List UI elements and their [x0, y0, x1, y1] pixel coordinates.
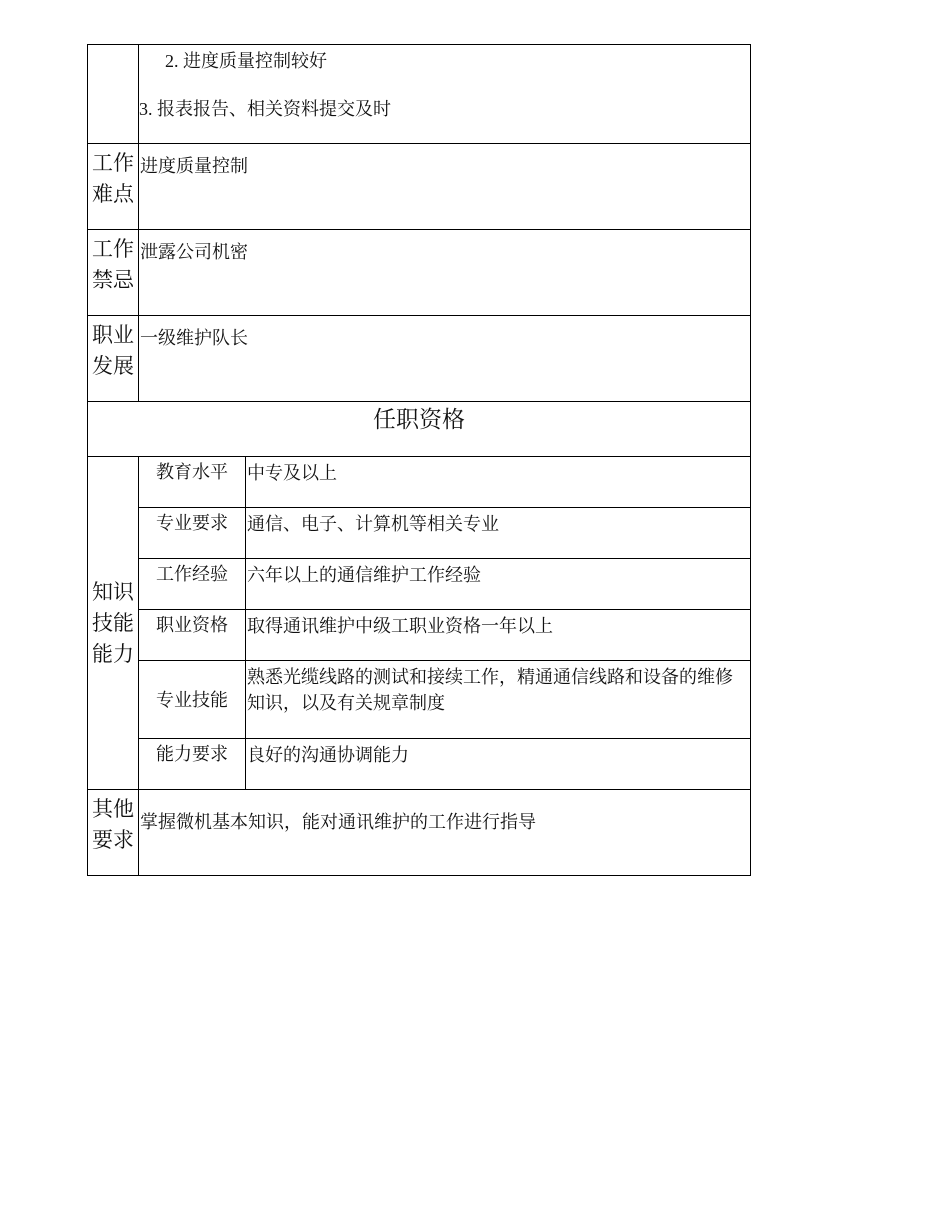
- difficulty-label-cell: [88, 144, 139, 230]
- qualification-label: 能力要求: [156, 744, 228, 764]
- duties-continued-row: [88, 45, 751, 144]
- qualification-value-cell: [246, 610, 751, 661]
- career-row: [88, 316, 751, 402]
- qualification-label-cell: [139, 610, 246, 661]
- group-label-cell: [88, 457, 139, 790]
- qualification-value: 中专及以上: [247, 463, 337, 483]
- qualification-value: 熟悉光缆线路的测试和接续工作，精通通信线路和设备的维修知识，以及有关规章制度: [247, 667, 733, 713]
- career-label: 职业发展: [92, 323, 134, 378]
- qualification-label: 专业技能: [156, 689, 228, 710]
- section-title: 任职资格: [373, 407, 465, 432]
- career-value-cell: [139, 316, 751, 402]
- qualification-row: [88, 559, 751, 610]
- qualification-row: [88, 508, 751, 559]
- duty-item-2: 2. 进度质量控制较好: [165, 51, 327, 71]
- qualification-label-cell: [139, 661, 246, 739]
- other-label-cell: [88, 790, 139, 876]
- difficulty-value: 进度质量控制: [140, 156, 248, 176]
- taboo-label: 工作禁忌: [92, 237, 134, 292]
- taboo-row: [88, 230, 751, 316]
- duties-label-cell: [88, 45, 139, 144]
- qualification-value: 通信、电子、计算机等相关专业: [247, 514, 499, 534]
- qualification-value-cell: [246, 559, 751, 610]
- qualification-row: [88, 739, 751, 790]
- other-label: 其他要求: [92, 797, 134, 852]
- qualification-row: [88, 457, 751, 508]
- qualification-label: 教育水平: [156, 462, 228, 482]
- qualification-label-cell: [139, 739, 246, 790]
- qualification-value-cell: [246, 739, 751, 790]
- difficulty-label: 工作难点: [92, 151, 134, 206]
- qualification-value-cell: [246, 457, 751, 508]
- other-row: [88, 790, 751, 876]
- qualification-label-cell: [139, 508, 246, 559]
- qualification-value-cell: [246, 508, 751, 559]
- qualification-row: [88, 610, 751, 661]
- other-value: 掌握微机基本知识，能对通讯维护的工作进行指导: [140, 812, 536, 832]
- taboo-label-cell: [88, 230, 139, 316]
- career-label-cell: [88, 316, 139, 402]
- qualification-label: 专业要求: [156, 513, 228, 533]
- difficulty-row: [88, 144, 751, 230]
- other-value-cell: [139, 790, 751, 876]
- duty-item-3: 3. 报表报告、相关资料提交及时: [139, 99, 391, 119]
- qualification-value-cell: [246, 661, 751, 739]
- taboo-value-cell: [139, 230, 751, 316]
- career-value: 一级维护队长: [140, 328, 248, 348]
- qualification-label-cell: [139, 559, 246, 610]
- qualification-value: 取得通讯维护中级工职业资格一年以上: [247, 616, 553, 636]
- taboo-value: 泄露公司机密: [140, 242, 248, 262]
- group-label: 知识技能能力: [92, 579, 134, 666]
- duties-content-cell: [139, 45, 751, 144]
- qualification-value: 良好的沟通协调能力: [247, 745, 409, 765]
- qualification-label: 工作经验: [156, 564, 228, 584]
- qualifications-title-row: [88, 402, 751, 457]
- qualification-label-cell: [139, 457, 246, 508]
- qualification-value: 六年以上的通信维护工作经验: [247, 565, 481, 585]
- qualifications-title-cell: [88, 402, 751, 457]
- difficulty-value-cell: [139, 144, 751, 230]
- qualification-label: 职业资格: [156, 615, 228, 635]
- job-description-table: [87, 44, 751, 876]
- qualification-row: [88, 661, 751, 739]
